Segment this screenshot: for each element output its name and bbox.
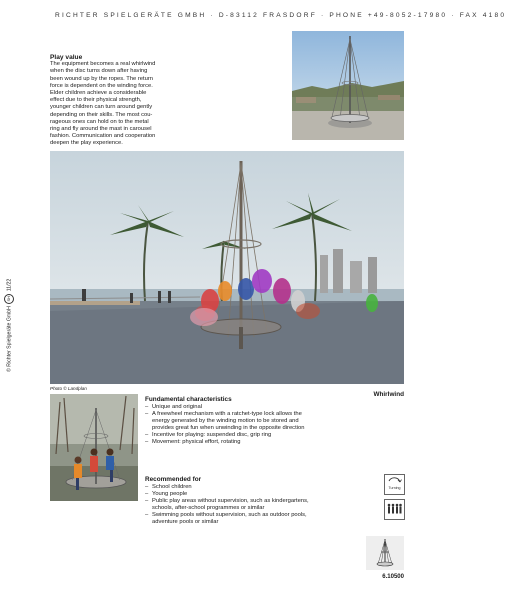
list-item: – A freewheel mechanism with a ratchet-type lock allows the energy generated by the winding motion to be stored and provides great fun when unwinding in the opposite direction: [145, 411, 320, 432]
play-value-line: effect due to their physical strength,: [50, 97, 142, 104]
photo-main-children-playing: [50, 151, 404, 384]
turning-label: Turning: [388, 486, 401, 490]
play-value-line: ring and fly around the mast in carousel: [50, 126, 152, 133]
play-value-line: Elder children achieve a considerable: [50, 90, 147, 97]
page-header: [0, 9, 506, 23]
play-value-title: Play value: [50, 54, 83, 61]
list-item: – Swimming pools without supervision, such as outdoor pools, adventure pools or similar: [145, 512, 320, 526]
group-of-people-icon: [384, 499, 405, 520]
side-date: 11/22: [6, 278, 13, 292]
product-name: Whirlwind: [373, 391, 404, 398]
article-number: 6.10500: [382, 574, 404, 580]
recommended-list: [145, 484, 320, 525]
play-value-line: when the disc turns down after having: [50, 68, 148, 75]
play-value-line: rageous ones can hold on to the metal: [50, 118, 149, 125]
turning-icon: [384, 474, 405, 495]
sh-badge: SH: [4, 294, 14, 304]
play-value-section: [50, 54, 285, 148]
recommended-section: [145, 476, 320, 525]
characteristics-list: [145, 404, 320, 445]
photo-kids-on-disc: [50, 394, 138, 501]
product-drawing-thumbnail: [366, 536, 404, 570]
play-value-line: fashion. Communication and cooperation: [50, 133, 156, 140]
play-value-text: [50, 61, 285, 147]
list-item: – Unique and original: [145, 404, 320, 411]
characteristics-title: Fundamental characteristics: [145, 396, 232, 403]
play-value-line: The equipment becomes a real whirlwind: [50, 61, 156, 68]
play-value-line: younger children can turn around gently: [50, 104, 153, 111]
list-item: – Movement: physical effort, rotating: [145, 439, 320, 446]
photo-product-park: [292, 31, 404, 140]
characteristics-section: [145, 396, 320, 445]
list-item: – Young people: [145, 491, 320, 498]
header-text: RICHTER SPIELGERÄTE GMBH · D-83112 FRASDORF · PHONE +49-8052-17980 · FAX 4180: [55, 12, 506, 19]
play-value-line: deepen the play experience.: [50, 140, 123, 147]
photo-caption: Photo © Landplan: [50, 386, 87, 391]
list-item: – Incentive for playing: suspended disc, grip ring: [145, 432, 320, 439]
list-item: – Public play areas without supervision, such as kindergartens, schools, after-school programmes or similar: [145, 498, 320, 512]
play-value-line: depending on their skills. The most cou-: [50, 111, 153, 118]
recommended-title: Recommended for: [145, 476, 202, 483]
play-value-line: been wound up by the ropes. The return: [50, 75, 154, 82]
side-company: © Richter Spielgeräte GmbH: [6, 306, 13, 372]
list-item: – School children: [145, 484, 320, 491]
side-copyright: [4, 256, 14, 372]
play-value-line: force is dependent on the winding force.: [50, 82, 153, 89]
